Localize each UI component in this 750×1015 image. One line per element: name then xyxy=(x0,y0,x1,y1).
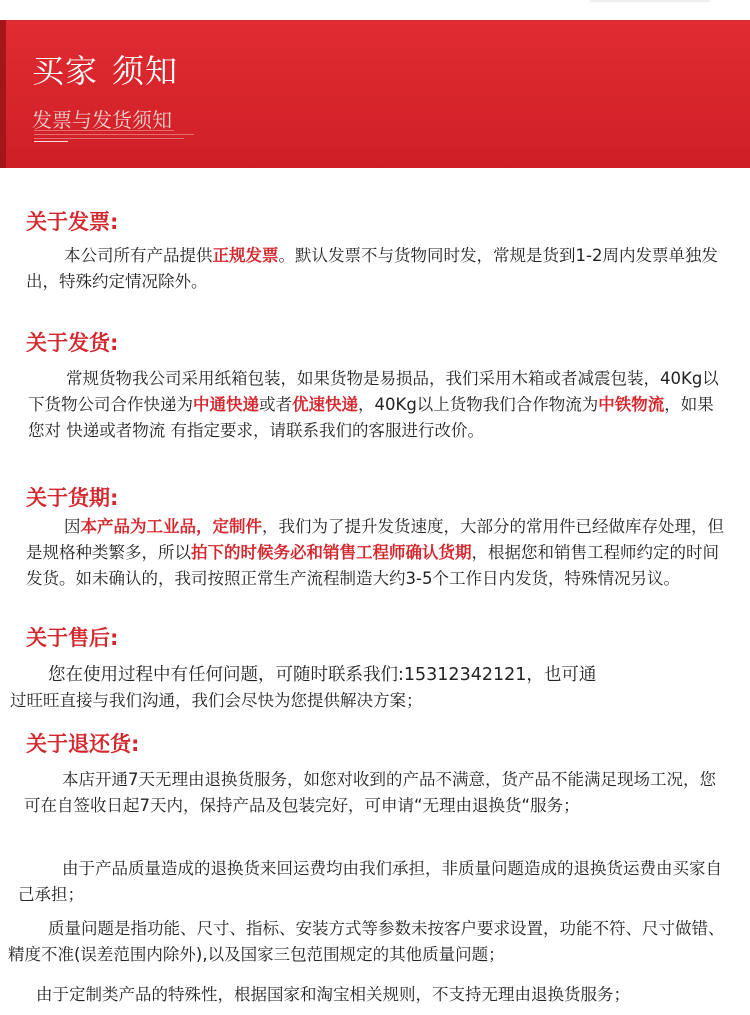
returns-heading: 关于退还货: xyxy=(26,732,140,756)
header-banner xyxy=(0,20,750,168)
banner-decor-line xyxy=(34,134,194,135)
delivery-paragraph: 因本产品为工业品，定制件，我们为了提升发货速度，大部分的常用件已经做库存处理，但是规格种类繁多，所以拍下的时候务必和销售工程师确认货期，根据您和销售工程师约定的时间发货。如未确认的，我司按照正常生产流程制造大约3-5个工作日内发货，特殊情况另议。 xyxy=(26,517,724,588)
shipping-highlight-zto: 中通快递 xyxy=(193,395,259,414)
returns-paragraph-4: 由于定制类产品的特殊性，根据国家和淘宝相关规则，不支持无理由退换货服务； xyxy=(36,985,630,1004)
top-decor-line xyxy=(590,0,710,2)
delivery-heading: 关于货期: xyxy=(26,486,119,510)
invoice-highlight: 正规发票 xyxy=(212,246,279,265)
banner-title-b: 须知 xyxy=(112,52,179,90)
shipping-highlight-rail: 中铁物流 xyxy=(598,395,665,414)
invoice-paragraph: 本公司所有产品提供正规发票。默认发票不与货物同时发，常规是货到1-2周内发票单独发出，特殊约定情况除外。 xyxy=(26,246,718,291)
banner-decor-line xyxy=(34,138,184,139)
banner-subtitle: 发票与发货须知 xyxy=(32,108,172,132)
invoice-heading: 关于发票: xyxy=(26,210,119,234)
delivery-highlight-industrial: 本产品为工业品，定制件 xyxy=(80,517,262,536)
shipping-heading: 关于发货: xyxy=(26,331,119,355)
banner-decor-line xyxy=(34,130,174,131)
returns-paragraph-2: 由于产品质量造成的退换货来回运费均由我们承担，非质量问题造成的退换货运费由买家自己承担； xyxy=(18,859,722,904)
banner-title xyxy=(32,46,178,92)
shipping-highlight-uc: 优速快递 xyxy=(292,395,358,414)
aftersale-line-1: 您在使用过程中有任何问题，可随时联系我们:15312342121，也可通 xyxy=(48,665,597,685)
aftersale-line-2: 过旺旺直接与我们沟通，我们会尽快为您提供解决方案； xyxy=(10,691,423,710)
aftersale-heading: 关于售后: xyxy=(26,626,119,650)
banner-divider xyxy=(34,141,68,142)
delivery-highlight-confirm: 拍下的时候务必和销售工程师确认货期 xyxy=(191,543,472,562)
returns-paragraph-1: 本店开通7天无理由退换货服务，如您对收到的产品不满意，货产品不能满足现场工况，您可在自签收日起7天内，保持产品及包装完好，可申请“无理由退换货“服务； xyxy=(24,770,716,815)
banner-title-a: 买家 xyxy=(32,52,99,90)
shipping-paragraph: 常规货物我公司采用纸箱包装，如果货物是易损品，我们采用木箱或者减震包装，40Kg以下货物公司合作快递为中通快递或者优速快递，40Kg以上货物我们合作物流为中铁物流，如果您对 快递或者物流 有指定要求，请联系我们的客服进行改价。 xyxy=(28,369,719,440)
banner-edge xyxy=(0,20,6,168)
returns-paragraph-3: 质量问题是指功能、尺寸、指标、安装方式等参数未按客户要求设置，功能不符、尺寸做错、精度不准(误差范围内除外),以及国家三包范围规定的其他质量问题； xyxy=(8,919,725,964)
